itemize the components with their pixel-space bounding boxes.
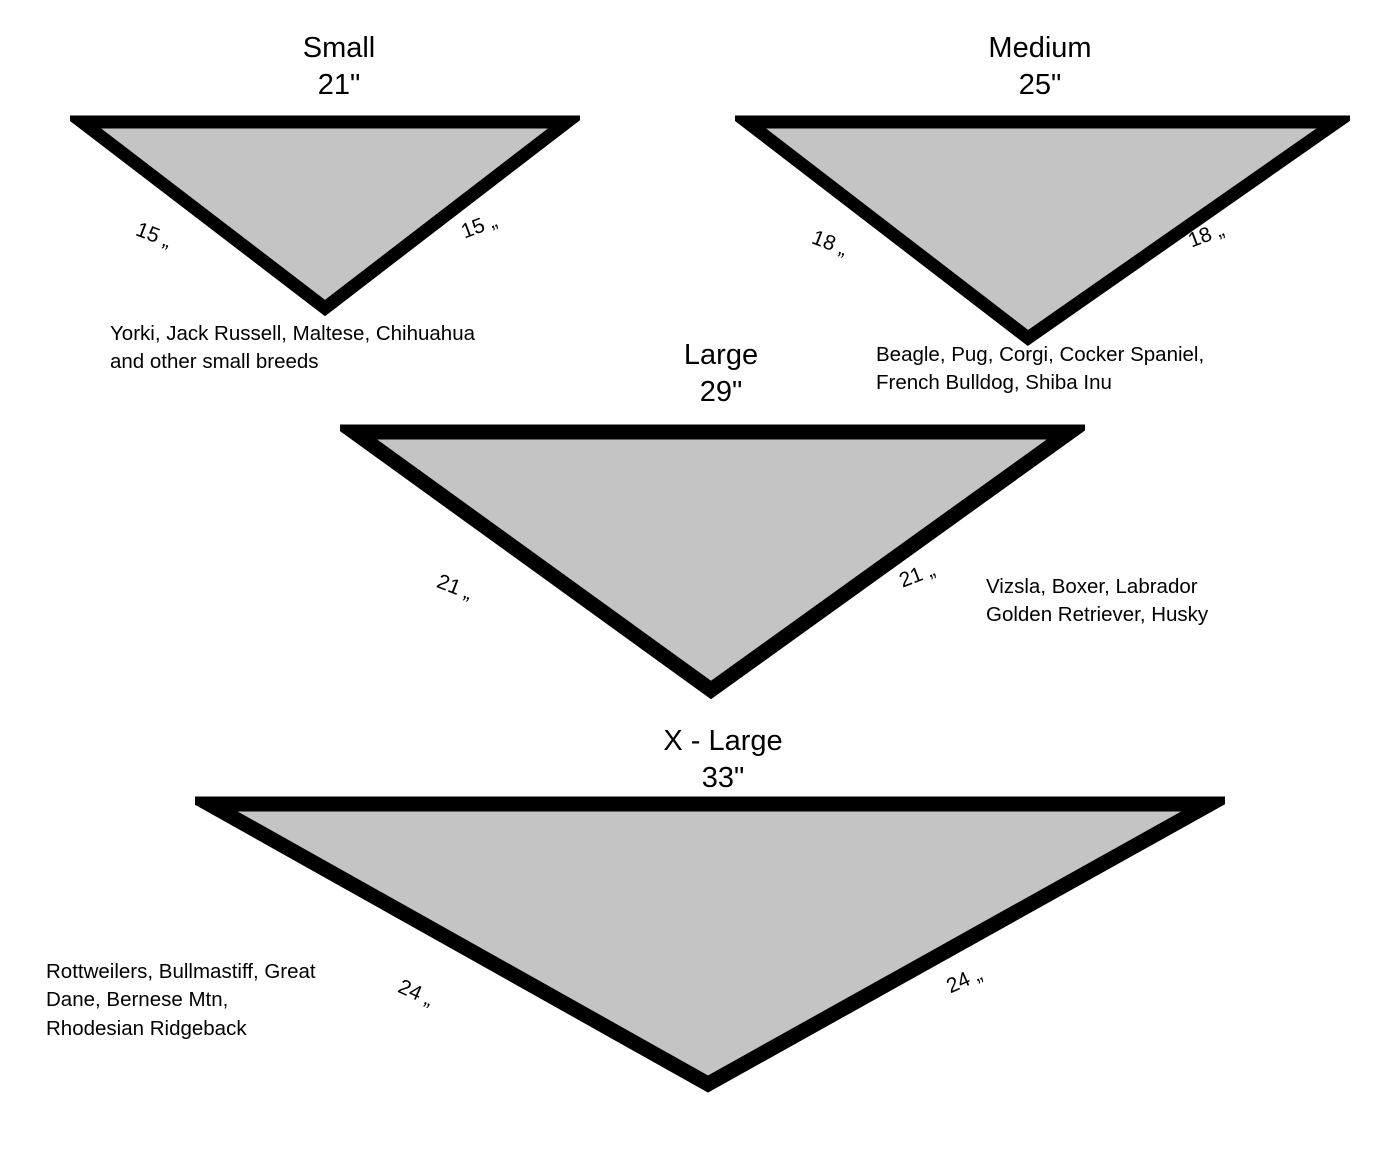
xlarge-breeds-text [46,958,316,1043]
xlarge-breeds-line-1: Rottweilers, Bullmastiff, Great [46,960,316,983]
small-breeds-line-2: and other small breeds [110,350,319,374]
xlarge-top-dimension: 33" [701,762,745,795]
medium-breeds-line-2: French Bulldog, Shiba Inu [876,371,1112,395]
medium-left-side-label: 18 „ [808,226,851,261]
medium-right-side-label: 18 „ [1185,218,1228,253]
large-breeds-line-2: Golden Retriever, Husky [986,603,1209,627]
xlarge-breeds-line-2: Dane, Bernese Mtn, [46,988,229,1012]
xlarge-bandana-shape [195,790,1225,1100]
medium-breeds-line-1: Beagle, Pug, Corgi, Cocker Spaniel, [876,343,1205,366]
small-left-side-label: 15 „ [132,218,175,253]
medium-title [870,30,1210,104]
xlarge-title [543,723,903,797]
large-breeds-text [986,573,1208,630]
large-breeds-line-1: Vizsla, Boxer, Labrador [986,575,1198,598]
large-title [556,337,886,411]
medium-size-label: Medium [988,32,1092,64]
large-size-label: Large [683,339,759,371]
small-right-side-label: 15 „ [458,209,501,244]
small-top-dimension: 21" [317,69,361,102]
medium-top-dimension: 25" [1018,69,1062,102]
small-breeds-line-1: Yorki, Jack Russell, Maltese, Chihuahua [110,322,476,345]
large-right-side-label: 21 „ [896,558,939,593]
medium-breeds-text [876,341,1204,398]
small-bandana-shape [70,110,580,320]
xlarge-right-side-label: 24 „ [943,962,986,999]
xlarge-left-side-label: 24 „ [394,975,438,1011]
small-title [174,30,504,104]
small-size-label: Small [302,32,376,64]
xlarge-breeds-line-3: Rhodesian Ridgeback [46,1016,247,1040]
small-breeds-text [110,320,475,377]
large-bandana-shape [340,418,1085,708]
xlarge-size-label: X - Large [663,725,783,757]
large-top-dimension: 29" [699,376,743,409]
large-left-side-label: 21 „ [433,570,476,605]
